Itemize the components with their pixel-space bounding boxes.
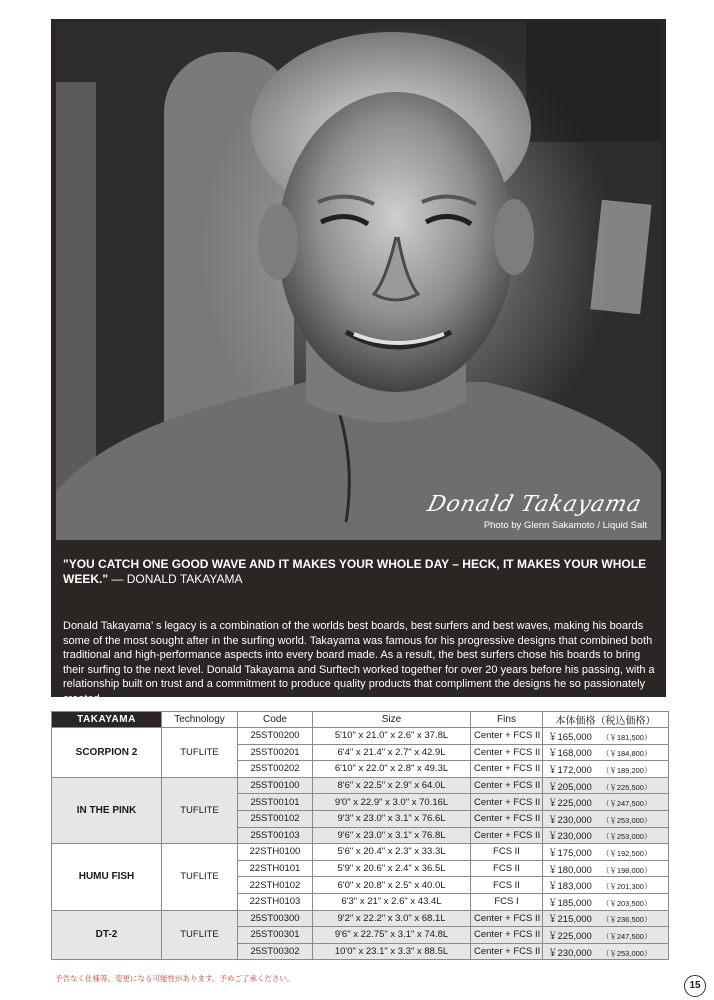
quote-text: "YOU CATCH ONE GOOD WAVE AND IT MAKES YOUR WHOLE DAY – HECK, IT MAKES YOUR WHOLE WEEK.": [63, 557, 647, 586]
size-cell: 9'3" x 23.0" x 3.1" x 76.6L: [313, 810, 471, 827]
model-name: DT-2: [52, 910, 162, 960]
code-cell: 25ST00102: [238, 810, 313, 827]
price-value: ￥183,000: [548, 881, 592, 893]
price-cell: [543, 877, 669, 894]
price-cell: [543, 893, 669, 910]
fins-cell: FCS II: [471, 860, 543, 877]
table-header-row: [52, 712, 669, 728]
price-cell: [543, 810, 669, 827]
spec-table: [51, 711, 669, 960]
tax-included-price: （￥181,500）: [601, 732, 652, 742]
size-cell: 9'0" x 22.9" x 3.0" x 70.16L: [313, 794, 471, 811]
price-header: 本体価格（税込価格）: [543, 712, 669, 728]
fins-cell: Center + FCS II: [471, 761, 543, 778]
price-value: ￥225,000: [548, 798, 592, 810]
code-cell: 22STH0103: [238, 893, 313, 910]
fins-cell: Center + FCS II: [471, 728, 543, 745]
price-cell: [543, 761, 669, 778]
model-technology: TUFLITE: [162, 844, 238, 910]
portrait-photo: [56, 22, 661, 540]
price-cell: [543, 744, 669, 761]
model-name: IN THE PINK: [52, 777, 162, 843]
tax-included-price: （￥247,500）: [601, 799, 652, 809]
code-cell: 25ST00202: [238, 761, 313, 778]
code-cell: 25ST00101: [238, 794, 313, 811]
quote-author: — DONALD TAKAYAMA: [111, 572, 243, 586]
code-cell: 25ST00201: [238, 744, 313, 761]
price-value: ￥215,000: [548, 914, 592, 926]
fins-cell: Center + FCS II: [471, 810, 543, 827]
code-cell: 25ST00302: [238, 943, 313, 960]
code-cell: 25ST00100: [238, 777, 313, 794]
price-value: ￥180,000: [548, 864, 592, 876]
model-name: SCORPION 2: [52, 728, 162, 778]
size-cell: 9'6" x 23.0" x 3.1" x 76.8L: [313, 827, 471, 844]
tax-included-price: （￥236,500）: [601, 915, 652, 925]
price-value: ￥172,000: [548, 764, 592, 776]
fins-cell: Center + FCS II: [471, 910, 543, 927]
price-cell: [543, 910, 669, 927]
photo-credit: Photo by Glenn Sakamoto / Liquid Salt: [483, 520, 647, 531]
size-cell: 9'2" x 22.2" x 3.0" x 68.1L: [313, 910, 471, 927]
signature: Donald Takayama: [424, 492, 645, 517]
model-technology: TUFLITE: [162, 910, 238, 960]
fins-cell: Center + FCS II: [471, 943, 543, 960]
price-cell: [543, 794, 669, 811]
code-cell: 25ST00103: [238, 827, 313, 844]
price-value: ￥230,000: [548, 814, 592, 826]
tax-included-price: （￥189,200）: [601, 765, 652, 775]
price-value: ￥168,000: [548, 748, 592, 760]
tax-included-price: （￥201,300）: [601, 882, 652, 892]
tax-included-price: （￥184,800）: [601, 749, 652, 759]
table-row: [52, 728, 669, 745]
price-value: ￥230,000: [548, 831, 592, 843]
page-number: 15: [684, 975, 706, 997]
price-cell: [543, 728, 669, 745]
tax-included-price: （￥198,000）: [601, 865, 652, 875]
tax-included-price: （￥203,500）: [601, 898, 652, 908]
code-cell: 22STH0102: [238, 877, 313, 894]
tax-included-price: （￥253,000）: [601, 832, 652, 842]
fins-cell: Center + FCS II: [471, 794, 543, 811]
model-name: HUMU FISH: [52, 844, 162, 910]
fins-cell: FCS II: [471, 844, 543, 861]
table-row: [52, 777, 669, 794]
code-cell: 25ST00300: [238, 910, 313, 927]
size-cell: 5'9" x 20.6" x 2.4" x 36.5L: [313, 860, 471, 877]
price-cell: [543, 860, 669, 877]
tax-included-price: （￥247,500）: [601, 931, 652, 941]
model-technology: TUFLITE: [162, 728, 238, 778]
code-cell: 25ST00200: [238, 728, 313, 745]
table-row: [52, 844, 669, 861]
tax-included-price: （￥192,500）: [601, 848, 652, 858]
feature-panel: [51, 19, 666, 705]
size-cell: 6'3" x 21" x 2.6" x 43.4L: [313, 893, 471, 910]
body-paragraph: Donald Takayama’ s legacy is a combination of the worlds best boards, best surfers and best waves, making his boards some of the most sought after in the surfing world. Takayama was famous for his progressive designs that combined both traditional and high-performance aspects into every board made. As a result, the best surfers chose his boards to bring their surfing to the next level. Donald Takayama and Surftech worked together for over 20 years before his passing, with a relationship built on trust and a commitment to produce quality products that compliment the designs he so passionately created.: [63, 620, 655, 705]
size-cell: 5'10" x 21.0" x 2.6" x 37.8L: [313, 728, 471, 745]
table-row: [52, 910, 669, 927]
code-cell: 22STH0100: [238, 844, 313, 861]
price-value: ￥205,000: [548, 781, 592, 793]
pull-quote: [63, 557, 653, 587]
size-cell: 6'0" x 20.8" x 2.5" x 40.0L: [313, 877, 471, 894]
size-header: Size: [313, 712, 471, 728]
code-header: Code: [238, 712, 313, 728]
portrait-illustration: [56, 22, 661, 540]
size-cell: 6'10" x 22.0" x 2.8" x 49.3L: [313, 761, 471, 778]
size-cell: 9'6" x 22.75" x 3.1" x 74.8L: [313, 927, 471, 944]
price-cell: [543, 943, 669, 960]
fins-cell: Center + FCS II: [471, 777, 543, 794]
price-value: ￥225,000: [548, 930, 592, 942]
disclaimer-note: 予告なく仕様等、変更になる可能性があります。予めご了承ください。: [55, 974, 295, 983]
size-cell: 6'4" x 21.4" x 2.7" x 42.9L: [313, 744, 471, 761]
fins-cell: FCS II: [471, 877, 543, 894]
tax-included-price: （￥253,000）: [601, 815, 652, 825]
code-cell: 22STH0101: [238, 860, 313, 877]
model-technology: TUFLITE: [162, 777, 238, 843]
price-cell: [543, 927, 669, 944]
fins-header: Fins: [471, 712, 543, 728]
price-value: ￥185,000: [548, 897, 592, 909]
tax-included-price: （￥253,000）: [601, 948, 652, 958]
price-value: ￥165,000: [548, 731, 592, 743]
fins-cell: Center + FCS II: [471, 827, 543, 844]
technology-header: Technology: [162, 712, 238, 728]
brand-header: TAKAYAMA: [52, 712, 162, 728]
fins-cell: Center + FCS II: [471, 744, 543, 761]
price-value: ￥175,000: [548, 847, 592, 859]
price-value: ￥230,000: [548, 947, 592, 959]
fins-cell: Center + FCS II: [471, 927, 543, 944]
price-cell: [543, 827, 669, 844]
fins-cell: FCS I: [471, 893, 543, 910]
code-cell: 25ST00301: [238, 927, 313, 944]
price-cell: [543, 844, 669, 861]
price-cell: [543, 777, 669, 794]
spec-table-body: [52, 728, 669, 960]
size-cell: 10'0" x 23.1" x 3.3" x 88.5L: [313, 943, 471, 960]
tax-included-price: （￥225,500）: [601, 782, 652, 792]
size-cell: 5'6" x 20.4" x 2.3" x 33.3L: [313, 844, 471, 861]
size-cell: 8'6" x 22.5" x 2.9" x 64.0L: [313, 777, 471, 794]
